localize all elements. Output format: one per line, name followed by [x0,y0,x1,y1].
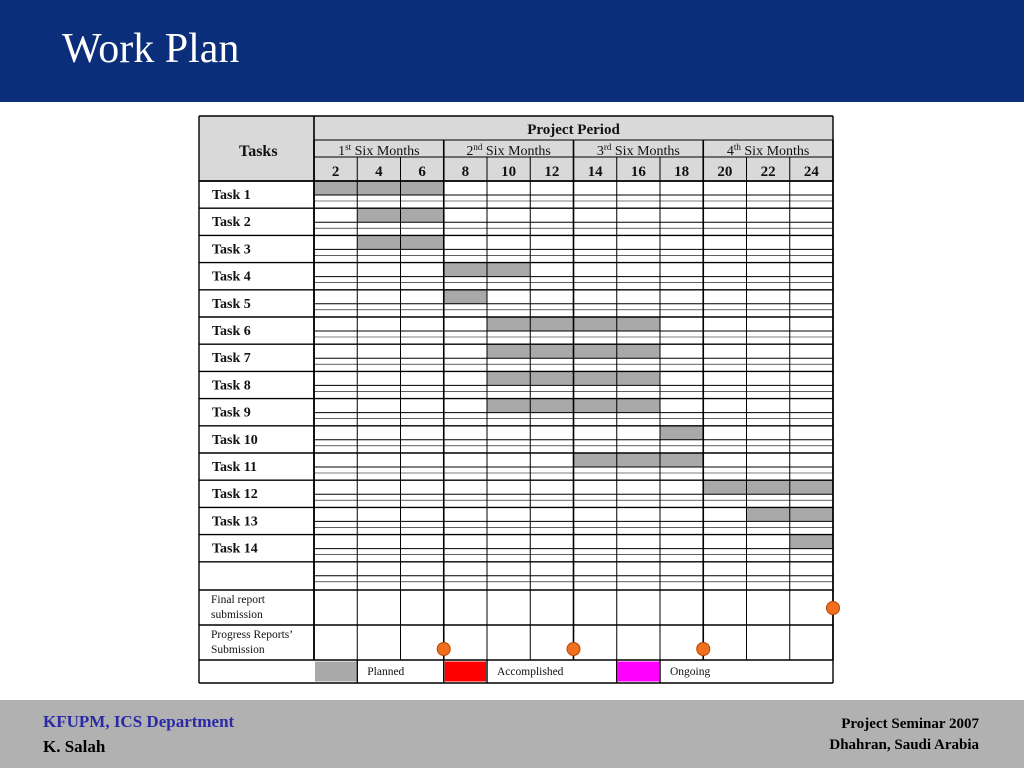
legend-swatch-accomplished [445,662,486,682]
period-text: Six Months [482,144,551,159]
footer-seminar: Project Seminar 2007 [841,716,979,732]
milestone-marker-18 [697,643,710,656]
period-text: Six Months [351,144,420,159]
slide-footer [0,700,1024,768]
task-label-14: Task 14 [212,541,258,557]
month-tick-12: 12 [544,164,560,180]
gantt-svg [199,116,840,686]
task-label-13: Task 13 [212,514,258,530]
period-number: 1 [338,144,346,159]
planned-bar-10 [660,426,703,440]
planned-bar-11 [574,453,704,467]
task-label-3: Task 3 [212,242,251,258]
task-label-1: Task 1 [212,188,251,203]
month-tick-16: 16 [630,164,646,180]
period-number: 2 [466,144,474,159]
milestone-marker-24 [827,602,840,615]
gantt-chart [199,116,840,686]
task-label-9: Task 9 [212,405,251,421]
month-tick-18: 18 [674,164,690,180]
month-tick-8: 8 [461,164,470,180]
planned-bar-14 [790,535,833,549]
task-label-6: Task 6 [212,324,251,339]
task-label-4: Task 4 [212,269,251,285]
month-tick-22: 22 [760,164,776,180]
task-label-10: Task 10 [212,432,258,448]
month-tick-4: 4 [375,164,383,180]
planned-bar-12 [703,480,833,494]
month-tick-2: 2 [331,164,340,180]
month-tick-20: 20 [717,164,733,180]
milestone-label-2: Submission [211,644,265,656]
task-label-2: Task 2 [212,215,251,231]
milestone-marker-12 [567,643,580,656]
milestone-label-1: submission [211,609,263,621]
milestone-marker-6 [437,643,450,656]
period-suffix: rd [603,142,612,152]
footer-department: KFUPM, ICS Department [43,712,235,731]
period-text: Six Months [740,144,810,159]
period-suffix: st [345,142,352,152]
planned-bar-5 [444,290,487,304]
legend-label-ongoing: Ongoing [670,666,711,678]
legend-swatch-planned [315,662,356,682]
period-number: 4 [726,144,734,159]
task-label-5: Task 5 [212,296,251,312]
milestone-label-1: Final report [211,594,265,606]
month-tick-14: 14 [587,164,603,180]
task-label-8: Task 8 [212,378,251,394]
month-tick-6: 6 [418,164,426,180]
period-text: Six Months [611,144,680,159]
footer-author: K. Salah [43,737,106,756]
period-suffix: nd [473,142,483,152]
slide-title: Work Plan [62,26,240,72]
period-suffix: th [733,142,741,152]
period-label-1 [338,142,419,159]
legend-swatch-ongoing [618,662,659,682]
task-label-11: Task 11 [212,460,258,475]
planned-bar-1 [314,181,444,195]
task-label-7: Task 7 [212,351,251,367]
month-tick-24: 24 [803,164,819,180]
month-tick-10: 10 [501,164,517,180]
legend-label-planned: Planned [367,666,405,678]
footer-location: Dhahran, Saudi Arabia [829,737,979,753]
slide-header [0,0,1024,102]
legend-label-accomplished: Accomplished [497,666,564,678]
task-label-12: Task 12 [212,487,258,503]
milestone-label-2: Progress Reports’ [211,629,294,641]
period-number: 3 [596,144,604,159]
project-period-title: Project Period [527,122,620,138]
tasks-header: Tasks [239,143,278,160]
